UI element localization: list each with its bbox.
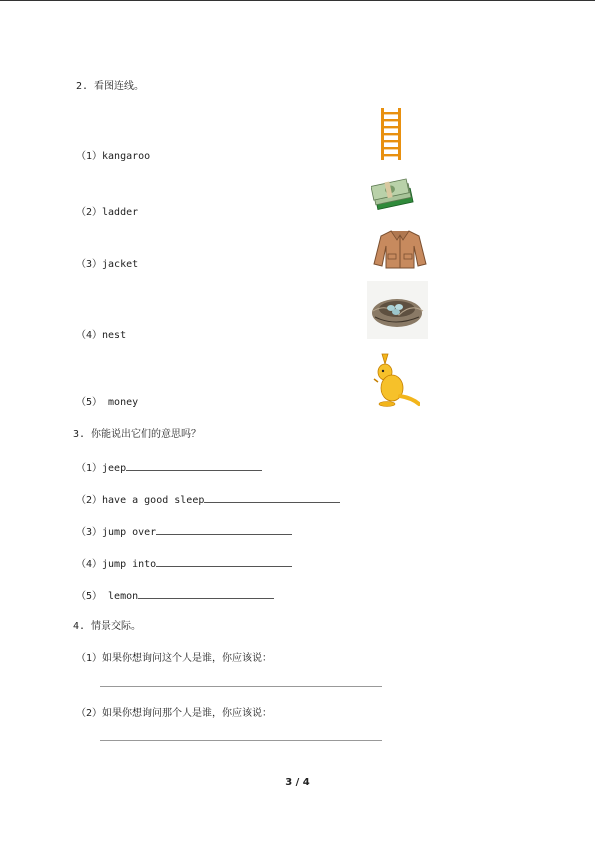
q3-item-2: （2）have a good sleep [76, 492, 340, 508]
answer-line-1[interactable] [100, 686, 382, 687]
q4-item-1: （1）如果你想询问这个人是谁，你应该说： [76, 653, 273, 664]
q2-item-2: （2）ladder [76, 207, 139, 218]
q4-title: 4. 情景交际。 [73, 621, 142, 632]
money-icon [371, 176, 415, 212]
kangaroo-icon [372, 352, 420, 408]
q2-item-1: （1）kangaroo [76, 151, 151, 162]
answer-blank[interactable] [156, 556, 292, 567]
header-rule [0, 0, 595, 1]
q3-item-5: （5） lemon [76, 588, 274, 604]
answer-line-2[interactable] [100, 740, 382, 741]
answer-blank[interactable] [138, 588, 274, 599]
q4-item-2: （2）如果你想询问那个人是谁，你应该说： [76, 708, 273, 719]
q2-item-3: （3）jacket [76, 259, 139, 270]
q2-title: 2. 看图连线。 [76, 81, 145, 92]
answer-blank[interactable] [126, 460, 262, 471]
nest-icon [367, 281, 428, 339]
answer-blank[interactable] [204, 492, 340, 503]
q3-item-1: （1）jeep [76, 460, 262, 476]
page-number: 3 / 4 [285, 777, 310, 788]
answer-blank[interactable] [156, 524, 292, 535]
q2-item-5: （5） money [76, 397, 139, 408]
jacket-icon [373, 228, 427, 270]
q3-item-3: （3）jump over [76, 524, 292, 540]
q3-title: 3. 你能说出它们的意思吗？ [73, 429, 202, 440]
ladder-icon [378, 108, 404, 160]
q2-item-4: （4）nest [76, 330, 127, 341]
q3-item-4: （4）jump into [76, 556, 292, 572]
